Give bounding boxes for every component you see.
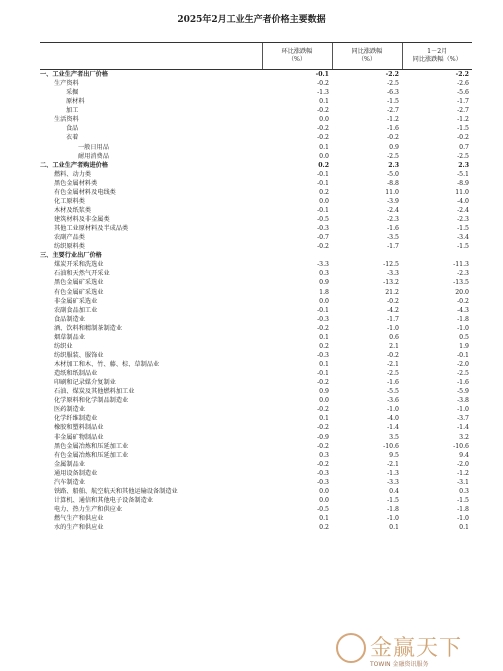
table-row [40,133,472,142]
row-yoy-value: 0.9 [389,143,399,151]
row-ytd-value: -5.1 [457,170,469,178]
row-ytd-value: -1.4 [457,424,469,432]
table-header-row [40,43,472,70]
row-yoy-value: -3.5 [387,234,399,242]
row-mom-value: -0.2 [317,134,329,142]
row-yoy-value: -1.6 [387,225,399,233]
row-label: 生活资料 [54,116,79,124]
row-ytd-value: -11.3 [453,261,469,269]
header-mom [262,43,332,70]
table-row [40,405,472,414]
row-label: 食品 [66,125,79,133]
row-mom-value: 0.1 [319,333,329,341]
header-indicator [40,43,262,70]
row-yoy-value: -1.6 [387,379,399,387]
row-label: 电力、热力生产和供应业 [54,506,123,513]
row-label: 生产资料 [54,80,79,88]
row-ytd-value: -2.5 [457,152,469,160]
row-label: 采掘 [66,89,79,97]
row-yoy-value: -0.2 [387,297,399,305]
row-ytd-value: -13.5 [453,279,469,287]
table-row [40,79,472,88]
row-yoy-value [332,251,402,260]
row-yoy-value: -6.3 [387,89,399,97]
row-ytd-value: -2.0 [457,361,469,368]
table-row [40,324,472,333]
row-mom-value: 0.9 [319,388,329,396]
row-label: 化工原料类 [54,197,85,205]
row-label: 黑色金属矿采选业 [54,279,104,287]
row-yoy-value: -0.2 [387,134,399,142]
row-mom-value: -0.3 [317,315,329,323]
table-row [40,496,472,505]
row-yoy-value: -2.2 [385,71,399,78]
row-yoy-value: -2.5 [387,80,399,88]
row-label: 有色金属矿采选业 [54,288,104,296]
row-yoy-value: -2.1 [387,361,399,368]
row-yoy-value: -1.0 [387,406,399,414]
table-row [40,143,472,152]
header-ytd-label: 1－2月 [427,48,448,55]
row-label: 纺织服装、服饰业 [54,351,104,359]
row-yoy-value: -8.8 [387,179,399,187]
row-ytd-value: -1.0 [457,406,469,414]
row-yoy-value: -1.7 [387,243,399,251]
row-yoy-value: -1.0 [387,324,399,332]
row-ytd-value: 1.9 [459,342,469,350]
row-label: 石油和天然气开采业 [54,270,110,278]
row-mom-value: -0.1 [315,71,329,78]
table-row [40,297,472,306]
row-label: 计算机、通信和其他电子设备制造业 [54,496,153,504]
row-mom-value: -0.5 [317,216,329,223]
table-row [40,224,472,233]
row-mom-value: -0.3 [317,469,329,477]
row-label: 非金属矿物制品业 [54,433,104,441]
row-yoy-value: -1.0 [387,515,399,523]
watermark-text: 金赢天下 [370,636,463,661]
row-mom-value: -0.3 [317,478,329,486]
row-ytd-value: -8.9 [457,179,469,187]
row-yoy-value: -2.3 [387,216,399,223]
row-yoy-value: -4.0 [387,415,399,423]
row-yoy-value: -1.5 [387,496,399,504]
row-ytd-value: 0.7 [459,143,469,151]
row-ytd-value: 9.4 [459,451,469,459]
row-label: 铁路、船舶、航空航天和其他运输设备制造业 [54,487,178,495]
table-row [40,396,472,405]
table-row [40,423,472,432]
row-ytd-value: 0.5 [459,333,469,341]
page-title: 2025年2月工业生产者价格主要数据 [177,15,326,25]
table-row [40,433,472,442]
row-yoy-value: 3.5 [389,433,399,441]
row-label: 木材及纸浆类 [54,206,92,214]
row-label: 耐用消费品 [78,152,109,160]
row-mom-value: 0.3 [319,451,329,459]
row-ytd-value: -1.0 [457,324,469,332]
row-mom-value: -0.2 [317,460,329,468]
row-yoy-value: -1.6 [387,125,399,133]
row-ytd-value: -2.2 [455,71,469,78]
row-ytd-value: -3.8 [457,397,469,405]
table-row [40,97,472,106]
row-yoy-value: -1.4 [387,424,399,432]
row-label: 木材加工和木、竹、藤、棕、草制品业 [54,361,160,368]
row-ytd-value: -4.3 [457,306,469,314]
row-yoy-value: 0.4 [389,487,399,495]
row-ytd-value: -1.5 [457,125,469,133]
row-label: 非金属矿采选业 [54,297,98,305]
table-row [40,414,472,423]
row-label: 化学原料和化学制品制造业 [54,397,129,405]
row-yoy-value: -2.7 [387,107,399,115]
row-mom-value: 0.3 [319,270,329,278]
row-label: 衣着 [66,134,79,142]
row-label: 医药制造业 [54,406,85,414]
row-label: 印刷和记录媒介复制业 [54,379,116,387]
row-yoy-value: -10.6 [383,442,399,450]
row-mom-value [262,251,332,260]
header-ytd [402,43,472,70]
row-label: 原材料 [66,98,85,106]
row-ytd-value: -0.2 [457,297,469,305]
row-ytd-value: -1.5 [457,243,469,251]
row-label: 烟草制品业 [54,333,85,341]
table-row [40,333,472,342]
row-mom-value: 0.2 [319,188,329,196]
row-mom-value: -0.1 [317,206,329,214]
row-yoy-value: -1.2 [387,116,399,124]
row-mom-value: -3.3 [317,261,329,269]
row-mom-value: 0.0 [319,152,329,160]
row-ytd-value: -10.6 [453,442,469,450]
table-row [40,233,472,242]
row-mom-value: 0.2 [319,524,329,532]
row-ytd-value: 0.1 [459,524,469,532]
row-label: 三、主要行业出厂价格 [40,252,102,260]
row-ytd-value [402,251,472,260]
row-mom-value: 0.0 [319,116,329,124]
table-row [40,269,472,278]
row-mom-value: 0.9 [319,279,329,287]
row-mom-value: 0.1 [319,143,329,151]
row-ytd-value: -1.8 [457,315,469,323]
row-mom-value: -0.2 [317,442,329,450]
row-ytd-value: -2.3 [457,216,469,223]
row-label: 其他工业原材料及半成品类 [54,225,129,233]
table-row [40,170,472,179]
table-row [40,369,472,378]
header-mom-unit: （%） [287,56,307,63]
row-yoy-value: -2.1 [387,460,399,468]
row-label: 造纸和纸制品业 [54,370,98,378]
row-ytd-value: 0.3 [459,487,469,495]
table-row [40,351,472,360]
row-ytd-value: 2.3 [458,161,469,169]
row-ytd-value: -0.2 [457,134,469,142]
header-yoy-unit: （%） [357,56,377,63]
row-yoy-value: -0.2 [387,351,399,359]
header-yoy [332,43,402,70]
row-yoy-value: 11.0 [385,188,399,196]
row-yoy-value: -3.3 [387,270,399,278]
row-label: 黑色金属材料类 [54,179,98,187]
row-mom-value: -0.1 [317,370,329,378]
row-yoy-value: -1.5 [387,98,399,106]
row-label: 汽车制造业 [54,478,85,486]
row-ytd-value: -1.5 [457,496,469,504]
row-ytd-value: -0.1 [457,351,469,359]
row-label: 纺织业 [54,342,73,350]
table-row [40,124,472,133]
row-ytd-value: -5.9 [457,388,469,396]
row-label: 有色金属冶炼和压延加工业 [54,451,129,459]
row-mom-value: -0.2 [317,424,329,432]
row-yoy-value: -3.9 [387,197,399,205]
row-yoy-value: 21.2 [385,288,399,296]
row-label: 水的生产和供应业 [54,524,104,532]
row-label: 加工 [66,107,79,115]
row-label: 化学纤维制造业 [54,415,98,423]
table-row [40,152,472,161]
table-row [40,278,472,287]
table-row [40,505,472,514]
header-ytd-unit: 同比涨跌幅（%） [412,56,462,63]
row-mom-value: -0.3 [317,225,329,233]
row-ytd-value: 20.0 [455,288,469,296]
row-ytd-value: -2.5 [457,370,469,378]
row-label: 一般日用品 [78,143,109,151]
table-row [40,342,472,351]
row-label: 酒、饮料和精制茶制造业 [54,324,123,332]
row-yoy-value: -3.6 [387,397,399,405]
row-ytd-value: -1.7 [457,98,469,106]
row-mom-value: -0.7 [317,234,329,242]
table-row [40,315,472,324]
table-row [40,260,472,269]
table-row [40,378,472,387]
table-row [40,215,472,224]
row-label: 燃料、动力类 [54,170,92,178]
table-row [40,288,472,297]
row-ytd-value: -5.6 [457,89,469,97]
row-mom-value: 0.0 [319,496,329,504]
row-label: 橡胶和塑料制品业 [54,424,104,432]
row-mom-value: -0.2 [317,80,329,88]
row-mom-value: 0.1 [319,361,329,368]
row-mom-value: 0.2 [319,342,329,350]
row-yoy-value: -4.2 [387,306,399,314]
row-ytd-value: -1.2 [457,469,469,477]
row-ytd-value: -2.6 [457,80,469,88]
price-data-table [40,42,472,532]
table-row [40,161,472,170]
table-row [40,387,472,396]
row-mom-value: -0.2 [317,406,329,414]
row-mom-value: 0.1 [319,98,329,106]
watermark-logo-icon [336,633,366,663]
row-yoy-value: -5.0 [387,170,399,178]
row-mom-value: -0.2 [317,107,329,115]
row-mom-value: 0.0 [319,197,329,205]
table-row [40,523,472,532]
table-row [40,197,472,206]
row-ytd-value: -1.0 [457,515,469,523]
row-ytd-value: -1.2 [457,116,469,124]
row-mom-value: -0.1 [317,306,329,314]
row-ytd-value: -1.8 [457,506,469,513]
row-mom-value: 0.1 [319,415,329,423]
table-row [40,451,472,460]
row-yoy-value: -2.4 [387,206,399,214]
row-mom-value: -0.5 [317,506,329,513]
row-mom-value: 0.2 [318,161,329,169]
table-row [40,88,472,97]
table-row [40,242,472,251]
row-label: 食品制造业 [54,315,85,323]
header-yoy-label: 同比涨跌幅 [351,48,383,55]
row-label: 农副产品类 [54,234,85,242]
table-row [40,360,472,369]
row-label: 燃气生产和供应业 [54,515,104,523]
row-ytd-value: -3.7 [457,415,469,423]
row-yoy-value: 2.1 [389,342,399,350]
row-label: 纺织原料类 [54,243,85,251]
row-ytd-value: -1.5 [457,225,469,233]
row-mom-value: -0.2 [317,243,329,251]
row-mom-value: -0.2 [317,379,329,387]
table-row [40,514,472,523]
row-mom-value: -0.2 [317,324,329,332]
row-yoy-value: -1.3 [387,469,399,477]
row-mom-value: 0.1 [319,515,329,523]
row-label: 有色金属材料及电线类 [54,188,116,196]
row-ytd-value: 3.2 [459,433,469,441]
row-ytd-value: -1.6 [457,379,469,387]
row-mom-value: -0.2 [317,125,329,133]
row-label: 石油、煤炭及其他燃料加工业 [54,388,135,396]
row-yoy-value: -1.7 [387,315,399,323]
table-row [40,179,472,188]
row-label: 建筑材料及非金属类 [54,216,110,223]
row-yoy-value: 2.3 [388,161,399,169]
row-label: 金属制品业 [54,460,85,468]
row-ytd-value: -2.4 [457,206,469,214]
table-row [40,106,472,115]
row-yoy-value: -12.5 [383,261,399,269]
table-row [40,442,472,451]
row-ytd-value: -3.4 [457,234,469,242]
row-label: 一、工业生产者出厂价格 [40,71,109,78]
table-row [40,460,472,469]
table-row [40,251,472,260]
row-yoy-value: -2.5 [387,370,399,378]
row-yoy-value: 9.5 [389,451,399,459]
table-row [40,306,472,315]
table-row [40,478,472,487]
row-yoy-value: 0.1 [389,524,399,532]
row-ytd-value: -4.0 [457,197,469,205]
table-row [40,188,472,197]
row-mom-value: 1.8 [319,288,329,296]
row-mom-value: 0.0 [319,297,329,305]
row-mom-value: -1.3 [317,89,329,97]
row-ytd-value: -2.0 [457,460,469,468]
table-row [40,70,472,80]
row-label: 黑色金属冶炼和压延加工业 [54,442,129,450]
row-mom-value: 0.0 [319,487,329,495]
row-mom-value: -0.1 [317,179,329,187]
watermark-subtext: TOWIN 金融资讯服务 [370,661,429,668]
row-label: 煤炭开采和洗选业 [54,261,104,269]
row-ytd-value: 11.0 [455,188,469,196]
watermark [328,629,503,671]
row-mom-value: -0.9 [317,433,329,441]
row-mom-value: -0.1 [317,170,329,178]
row-ytd-value: -2.3 [457,270,469,278]
row-label: 通用设备制造业 [54,469,98,477]
row-yoy-value: -5.5 [387,388,399,396]
row-yoy-value: -1.8 [387,506,399,513]
row-mom-value: 0.0 [319,397,329,405]
row-mom-value: -0.3 [317,351,329,359]
table-row [40,115,472,124]
header-mom-label: 环比涨跌幅 [281,48,313,55]
row-ytd-value: -2.7 [457,107,469,115]
row-yoy-value: -3.3 [387,478,399,486]
table-row [40,206,472,215]
row-yoy-value: 0.6 [389,333,399,341]
table-row [40,469,472,478]
row-yoy-value: -2.5 [387,152,399,160]
row-ytd-value: -3.1 [457,478,469,486]
row-yoy-value: -13.2 [383,279,399,287]
row-label: 农副食品加工业 [54,306,98,314]
table-row [40,487,472,496]
row-label: 二、工业生产者购进价格 [40,161,109,169]
